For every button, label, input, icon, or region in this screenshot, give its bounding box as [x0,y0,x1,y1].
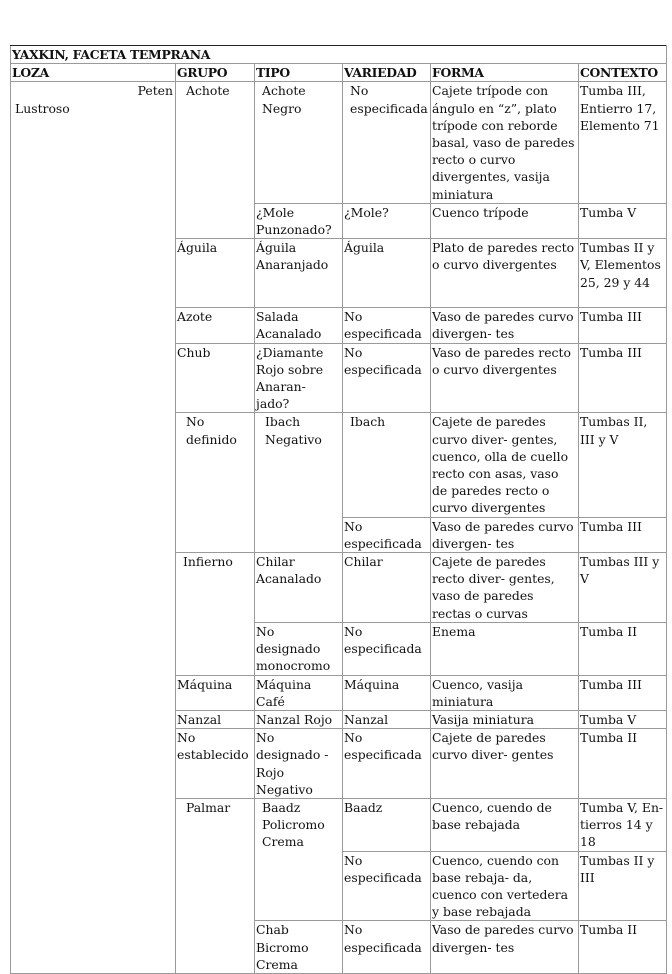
tipo-cell: Salada Acanalado [255,308,343,343]
contexto-cell: Tumba II [579,729,667,799]
contexto-cell: Tumbas III y V [579,553,667,623]
forma-cell: Plato de paredes recto o curvo divergentes [431,239,579,308]
grupo-cell: Chub [176,343,255,413]
loza-cell [11,82,176,974]
variedad-cell: No especificada [343,622,431,675]
forma-cell: Vaso de paredes curvo divergen- tes [431,517,579,552]
tipo-cell: Máquina Café [255,675,343,710]
table-title-row [11,46,667,64]
tipo-cell: Achote Negro [255,82,343,203]
grupo-cell: Azote [176,308,255,343]
contexto-cell: Tumbas II, III y V [579,413,667,517]
loza-name-part2: Lustroso [15,100,70,116]
table-header-row [11,64,667,82]
grupo-cell: No establecido [176,729,255,799]
variedad-cell: Ibach [343,413,431,517]
tipo-cell: Chab Bicromo Crema [255,921,343,974]
variedad-cell: Nanzal [343,710,431,728]
contexto-cell: Tumba V [579,710,667,728]
forma-cell: Cuenco, vasija miniatura [431,675,579,710]
grupo-cell: Máquina [176,675,255,710]
forma-cell: Cajete de paredes recto diver- gentes, vaso de paredes rectas o curvas [431,553,579,623]
header-forma: FORMA [431,64,579,82]
contexto-cell: Tumba III [579,343,667,413]
grupo-cell: Infierno [176,553,255,675]
contexto-cell: Tumba V, En- tierros 14 y 18 [579,798,667,851]
tipo-cell: ¿Diamante Rojo sobre Anaran- jado? [255,343,343,413]
variedad-cell: No especificada [343,921,431,974]
tipo-cell: Ibach Negativo [255,413,343,553]
tipo-cell: Águila Anaranjado [255,239,343,308]
variedad-cell: Máquina [343,675,431,710]
forma-cell: Vaso de paredes recto o curvo divergentes [431,343,579,413]
grupo-cell: Achote [176,82,255,239]
variedad-cell: Baadz [343,798,431,851]
contexto-cell: Tumba III [579,517,667,552]
header-tipo: TIPO [255,64,343,82]
forma-cell: Cajete trípode con ángulo en “z”, plato trípode con reborde basal, vaso de paredes recto o curvo divergentes, vasija miniatura [431,82,579,203]
variedad-cell: No especificada [343,308,431,343]
contexto-cell: Tumba II [579,622,667,675]
contexto-cell: Tumbas II y III [579,851,667,921]
contexto-cell: Tumba III, Entierro 17, Elemento 71 [579,82,667,203]
forma-cell: Vaso de paredes curvo divergen- tes [431,921,579,974]
forma-cell: Vaso de paredes curvo divergen- tes [431,308,579,343]
forma-cell: Cajete de paredes curvo diver- gentes [431,729,579,799]
contexto-cell: Tumba III [579,308,667,343]
tipo-cell: No designado monocromo [255,622,343,675]
grupo-cell: Águila [176,239,255,308]
contexto-cell: Tumbas II y V, Elementos 25, 29 y 44 [579,239,667,308]
table-title: YAXKIN, FACETA TEMPRANA [11,46,667,64]
tipo-cell: ¿Mole Punzonado? [255,203,343,238]
header-grupo: GRUPO [176,64,255,82]
table-row [11,82,667,203]
forma-cell: Cajete de paredes curvo diver- gentes, cuenco, olla de cuello recto con asas, vaso de paredes recto o curvo divergentes [431,413,579,517]
loza-name-part1: Peten [137,83,173,99]
variedad-cell: Águila [343,239,431,308]
tipo-cell: Chilar Acanalado [255,553,343,623]
forma-cell: Vasija miniatura [431,710,579,728]
variedad-cell: ¿Mole? [343,203,431,238]
forma-cell: Cuenco trípode [431,203,579,238]
header-loza: LOZA [11,64,176,82]
grupo-cell: Palmar [176,798,255,973]
variedad-cell: No especificada [343,729,431,799]
contexto-cell: Tumba V [579,203,667,238]
ceramics-table [10,45,667,974]
tipo-cell: No designado - Rojo Negativo [255,729,343,799]
grupo-cell: Nanzal [176,710,255,728]
variedad-cell: No especificada [343,851,431,921]
forma-cell: Enema [431,622,579,675]
tipo-cell: Baadz Policromo Crema [255,798,343,920]
forma-cell: Cuenco, cuendo con base rebaja- da, cuenco con vertedera y base rebajada [431,851,579,921]
contexto-cell: Tumba II [579,921,667,974]
variedad-cell: No especificada [343,517,431,552]
grupo-cell: No definido [176,413,255,553]
forma-cell: Cuenco, cuendo de base rebajada [431,798,579,851]
variedad-cell: Chilar [343,553,431,623]
header-variedad: VARIEDAD [343,64,431,82]
tipo-cell: Nanzal Rojo [255,710,343,728]
variedad-cell: No especificada [343,82,431,203]
variedad-cell: No especificada [343,343,431,413]
contexto-cell: Tumba III [579,675,667,710]
header-contexto: CONTEXTO [579,64,667,82]
